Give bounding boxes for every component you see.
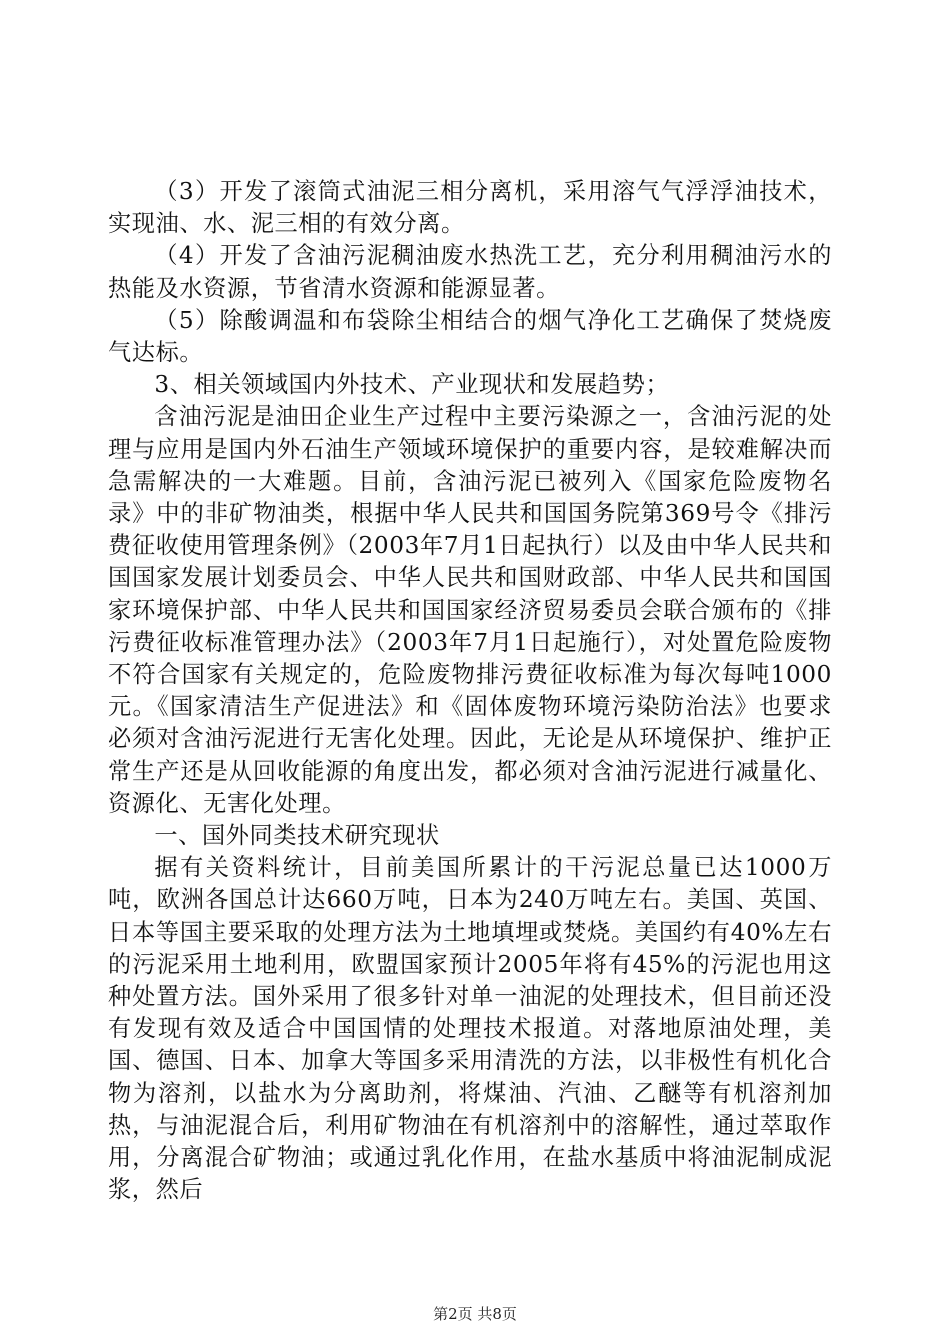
paragraph-item-5: （5）除酸调温和布袋除尘相结合的烟气净化工艺确保了焚烧废气达标。	[108, 306, 832, 367]
body-text	[108, 176, 832, 1207]
paragraph-item-4: （4）开发了含油污泥稠油废水热洗工艺，充分利用稠油污水的热能及水资源，节省清水资源和能源显著。	[108, 242, 832, 302]
paragraph-statistics: 据有关资料统计，目前美国所累计的干污泥总量已达1000万吨，欧洲各国总计达660万吨，日本为240万吨左右。美国、英国、日本等国主要采取的处理方法为土地填埋或焚烧。美国约有40%左右的污泥采用土地利用，欧盟国家预计2005年将有45%的污泥也用这种处置方法。国外采用了很多针对单一油泥的处理技术，但目前还没有发现有效及适合中国国情的处理技术报道。对落地原油处理，美国、德国、日本、加拿大等国多采用清洗的方法，以非极性有机化合物为溶剂，以盐水为分离助剂，将煤油、汽油、乙醚等有机溶剂加热，与油泥混合后，利用矿物油在有机溶剂中的溶解性，通过萃取作用，分离混合矿物油；或通过乳化作用，在盐水基质中将油泥制成泥浆，然后	[108, 854, 832, 1204]
page-footer	[0, 1304, 950, 1324]
paragraph-item-3: （3）开发了滚筒式油泥三相分离机，采用溶气气浮浮油技术，实现油、水、泥三相的有效分离。	[108, 178, 832, 238]
section-heading-foreign-research: 一、国外同类技术研究现状	[154, 822, 440, 850]
section-heading-trends: 3、相关领域国内外技术、产业现状和发展趋势；	[154, 371, 670, 399]
page-number: 第2页 共8页	[433, 1305, 517, 1323]
paragraph-oily-sludge: 含油污泥是油田企业生产过程中主要污染源之一，含油污泥的处理与应用是国内外石油生产领域环境保护的重要内容，是较难解决而急需解决的一大难题。目前，含油污泥已被列入《国家危险废物名录》中的非矿物油类，根据中华人民共和国国务院第369号令《排污费征收使用管理条例》（2003年7月1日起执行）以及由中华人民共和国国家发展计划委员会、中华人民共和国财政部、中华人民共和国国家环境保护部、中华人民共和国国家经济贸易委员会联合颁布的《排污费征收标准管理办法》（2003年7月1日起施行），对处置危险废物不符合国家有关规定的，危险废物排污费征收标准为每次每吨1000元。《国家清洁生产促进法》和《固体废物环境污染防治法》也要求必须对含油污泥进行无害化处理。因此，无论是从环境保护、维护正常生产还是从回收能源的角度出发，都必须对含油污泥进行减量化、资源化、无害化处理。	[108, 403, 832, 817]
